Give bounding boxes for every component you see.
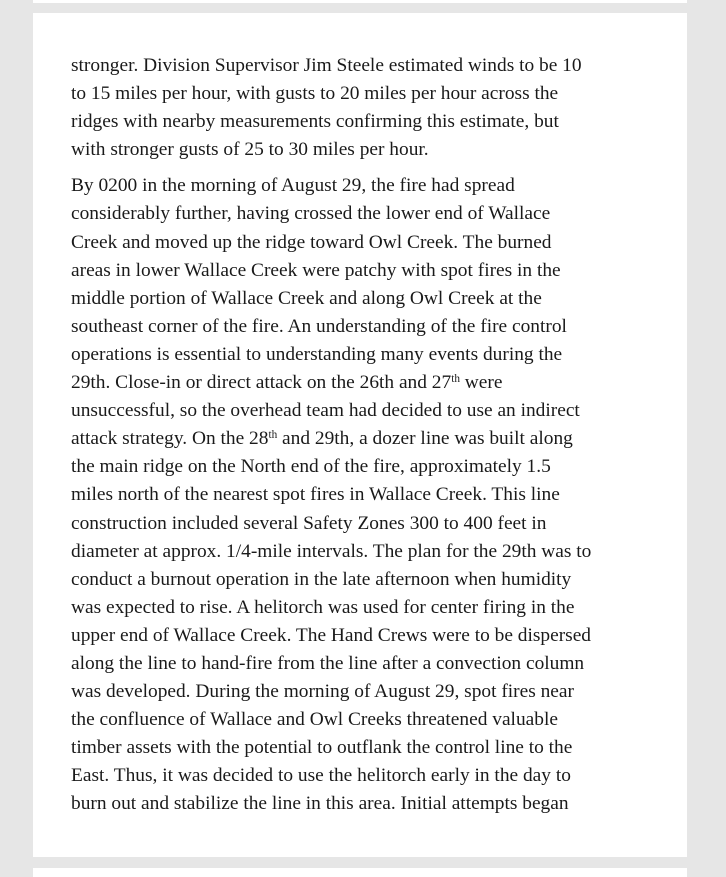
text-line: along the line to hand-fire from the line after a convection column bbox=[71, 652, 585, 674]
previous-page-edge bbox=[33, 0, 687, 3]
document-page bbox=[33, 13, 687, 857]
text-line bbox=[71, 369, 661, 397]
text-run: were bbox=[459, 372, 503, 394]
text-line: unsuccessful, so the overhead team had decided to use an indirect bbox=[71, 400, 580, 422]
text-line: burn out and stabilize the line in this area. Initial attempts began bbox=[71, 793, 569, 815]
text-line: considerably further, having crossed the lower end of Wallace bbox=[71, 203, 551, 225]
superscript: th bbox=[268, 429, 278, 442]
text-line: construction included several Safety Zones 300 to 400 feet in bbox=[71, 512, 547, 534]
text-line: stronger. Division Supervisor Jim Steele estimated winds to be 10 bbox=[71, 55, 582, 76]
text-line: By 0200 in the morning of August 29, the fire had spread bbox=[71, 175, 515, 197]
text-line: operations is essential to understanding many events during the bbox=[71, 343, 563, 365]
text-line: with stronger gusts of 25 to 30 miles per hour. bbox=[71, 139, 429, 161]
text-line: was developed. During the morning of August 29, spot fires near bbox=[71, 681, 574, 703]
text-run: and 29th, a dozer line was built along bbox=[277, 428, 573, 450]
text-line: to 15 miles per hour, with gusts to 20 miles per hour across the bbox=[71, 83, 559, 105]
text-line: conduct a burnout operation in the late afternoon when humidity bbox=[71, 568, 572, 590]
next-page-edge bbox=[33, 868, 687, 877]
text-line: the confluence of Wallace and Owl Creeks threatened valuable bbox=[71, 709, 558, 731]
text-line: was expected to rise. A helitorch was used for center firing in the bbox=[71, 596, 575, 618]
text-line: timber assets with the potential to outflank the control line to the bbox=[71, 737, 573, 759]
text-run: attack strategy. On the 28 bbox=[71, 428, 269, 450]
text-line: southeast corner of the fire. An understanding of the fire control bbox=[71, 315, 567, 337]
superscript: th bbox=[451, 372, 460, 385]
text-line: middle portion of Wallace Creek and along Owl Creek at the bbox=[71, 287, 542, 309]
text-line: diameter at approx. 1/4-mile intervals. The plan for the 29th was to bbox=[71, 540, 592, 562]
text-line: miles north of the nearest spot fires in Wallace Creek. This line bbox=[71, 484, 560, 506]
text-line: East. Thus, it was decided to use the helitorch early in the day to bbox=[71, 765, 571, 787]
text-line: areas in lower Wallace Creek were patchy with spot fires in the bbox=[71, 259, 561, 281]
text-line: Creek and moved up the ridge toward Owl Creek. The burned bbox=[71, 231, 552, 253]
text-line: ridges with nearby measurements confirming this estimate, but bbox=[71, 111, 559, 133]
text-line bbox=[71, 425, 661, 453]
paragraph-2 bbox=[71, 172, 661, 818]
text-line: the main ridge on the North end of the fire, approximately 1.5 bbox=[71, 456, 551, 478]
text-line: upper end of Wallace Creek. The Hand Crews were to be dispersed bbox=[71, 624, 592, 646]
text-run: 29th. Close-in or direct attack on the 26th and 27 bbox=[71, 372, 452, 394]
paragraph-1 bbox=[71, 52, 661, 164]
